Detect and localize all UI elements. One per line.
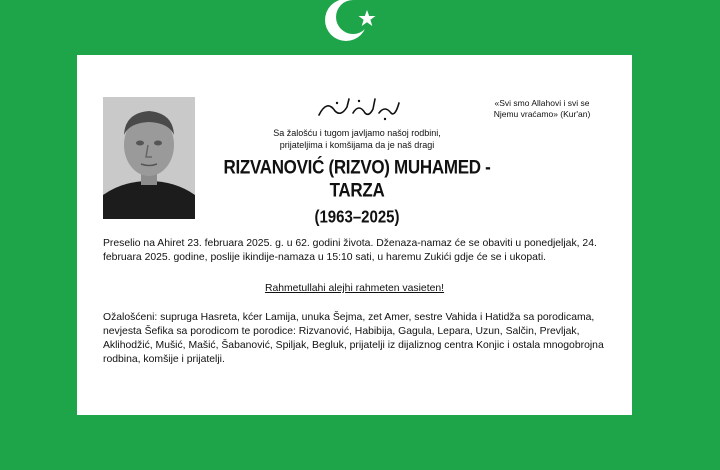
mourners-text: Ožalošćeni: supruga Hasreta, kćer Lamija, unuka Šejma, zet Amer, sestre Vahida i Hatidža sa porodicama, nevjesta Šefika sa porodicom te porodice: Rizvanović, Habibija, Gagula, Lepara, Uzun, Salčin, Prevljak, Aklihodžić, Mušić, Mašić, Šabanović, Spiljak, Begluk, prijatelji iz dijaliznog centra Konjic i ostala mnogobrojna rodbina, komšije i prijatelji.: [103, 312, 604, 365]
crescent-star-icon: [322, 0, 382, 46]
obituary-card: [77, 55, 632, 415]
quran-quote: «Svi smo Allahovi i svi se Njemu vraćamo» (Kur'an): [493, 98, 591, 119]
prayer-text: Rahmetullahi alejhi rahmeten vasieten!: [264, 283, 445, 294]
announcement-text: Preselio na Ahiret 23. februara 2025. g. u 62. godini života. Dženaza-namaz će se obaviti u ponedjeljak, 24. februara 2025. godine, poslije ikindije-namaza u 15:10 sati, u haremu Zukići gdje će se i ukopati.: [103, 238, 597, 263]
life-years: (1963–2025): [314, 207, 400, 228]
intro-text: Sa žalošću i tugom javljamo našoj rodbini, prijateljima i komšijama da je naš dragi: [273, 128, 441, 150]
deceased-name: RIZVANOVIĆ (RIZVO) MUHAMED - TARZA: [223, 156, 491, 201]
arabic-heading: [207, 95, 507, 121]
portrait-photo: [103, 97, 195, 219]
